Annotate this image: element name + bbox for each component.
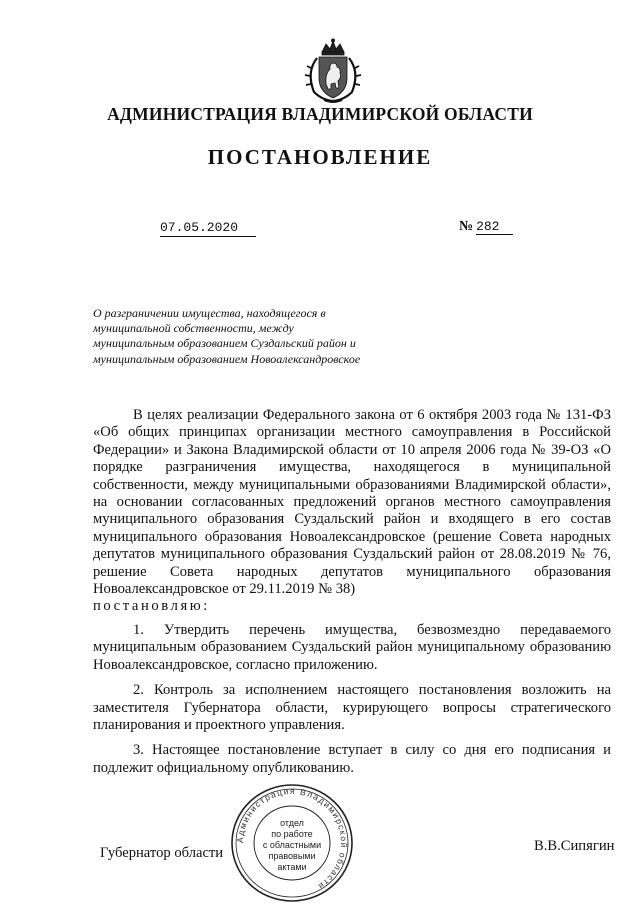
item-2: 2. Контроль за исполнением настоящего постановления возложить на заместителя Губернатора области, курирующего вопросы стратегического планирования и проектного управления. bbox=[93, 682, 611, 733]
preamble-text: В целях реализации Федерального закона от 6 октября 2003 года № 131-ФЗ «Об общих принципах организации местного самоуправления в Российской Федерации» и Закона Владимирской области от 10 апреля 2006 года № 39-ОЗ «О порядке разграничения имущества, находящегося в муниципальной собственности, между муниципальными образованиями Владимирской области», на основании согласованных предложений органов местного самоуправления муниципального образования Суздальский район и входящего в его состав муниципального образования Новоалександровское (решение Совета народных депутатов муниципального образования Суздальский район от 28.08.2019 № 76, решение Совета народных депутатов муниципального образования Новоалександровское от 29.11.2019 № 38) bbox=[93, 407, 611, 598]
document-type: ПОСТАНОВЛЕНИЕ bbox=[207, 145, 433, 169]
seal-ring-text: Администрация Владимирской области bbox=[234, 785, 350, 893]
document-subject: О разграничении имущества, находящегося в муниципальной собственности, между муниципальным образованием Суздальский район и муниципальным образованием Новоалександровское bbox=[93, 306, 361, 366]
document-body bbox=[93, 407, 611, 777]
document-number bbox=[459, 218, 513, 236]
seal-line-1: отдел bbox=[280, 818, 304, 828]
item-3: 3. Настоящее постановление вступает в силу со дня его подписания и подлежит официальному опубликованию. bbox=[93, 742, 611, 776]
organization-title: АДМИНИСТРАЦИЯ ВЛАДИМИРСКОЙ ОБЛАСТИ bbox=[107, 104, 533, 124]
number-value: 282 bbox=[476, 219, 513, 235]
seal-line-5: актами bbox=[277, 862, 307, 872]
seal-line-4: правовыми bbox=[268, 851, 316, 861]
number-sign: № bbox=[459, 219, 474, 234]
document-date: 07.05.2020 bbox=[160, 220, 256, 237]
signatory-title: Губернатор области bbox=[100, 845, 224, 861]
resolve-word: постановляю: bbox=[93, 598, 210, 615]
preamble-paragraph bbox=[93, 407, 611, 616]
signatory-name: В.В.Сипягин bbox=[534, 838, 615, 854]
coat-of-arms-icon bbox=[302, 38, 364, 104]
round-seal-icon bbox=[228, 781, 356, 905]
seal-line-2: по работе bbox=[271, 829, 313, 839]
item-1: 1. Утвердить перечень имущества, безвозмездно передаваемого муниципальным образованием Суздальский район муниципальному образованию Новоалександровское, согласно приложению. bbox=[93, 621, 611, 673]
seal-line-3: с областными bbox=[262, 840, 322, 850]
